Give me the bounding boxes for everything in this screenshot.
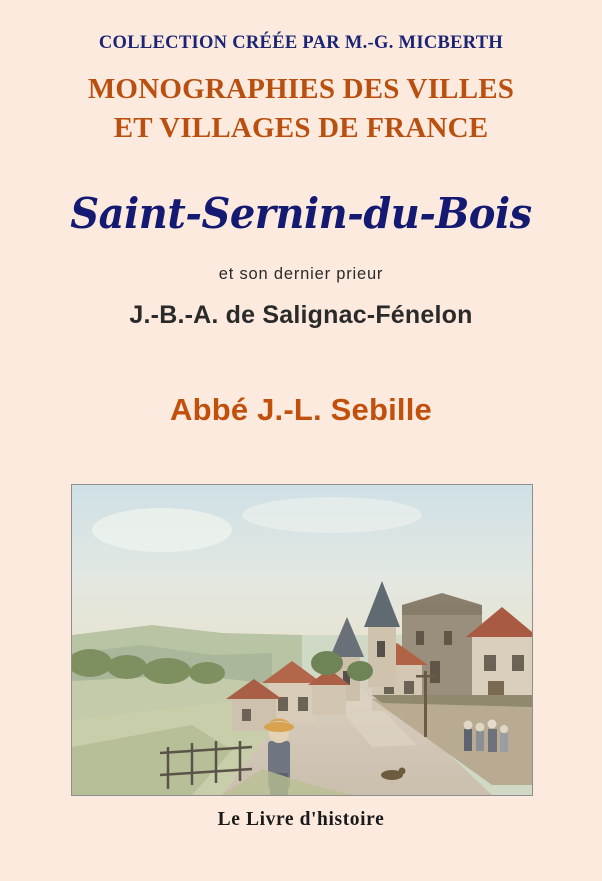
page-title: Saint-Sernin-du-Bois [70,188,532,239]
book-cover-page [0,33,602,881]
subject-line: J.-B.-A. de Salignac-Fénelon [129,301,473,330]
series-title [0,70,602,147]
series-title-line1: MONOGRAPHIES DES VILLES [87,73,515,105]
subtitle: et son dernier prieur [218,265,384,284]
village-street-illustration [72,485,532,795]
author-name: Abbé J.-L. Sebille [170,392,432,428]
publisher-name: Le Livre d'histoire [217,809,385,830]
cover-illustration [71,484,533,796]
collection-line: COLLECTION CRÉÉE PAR M.-G. MICBERTH [98,33,504,53]
series-title-line2: ET VILLAGES DE FRANCE [113,111,489,144]
